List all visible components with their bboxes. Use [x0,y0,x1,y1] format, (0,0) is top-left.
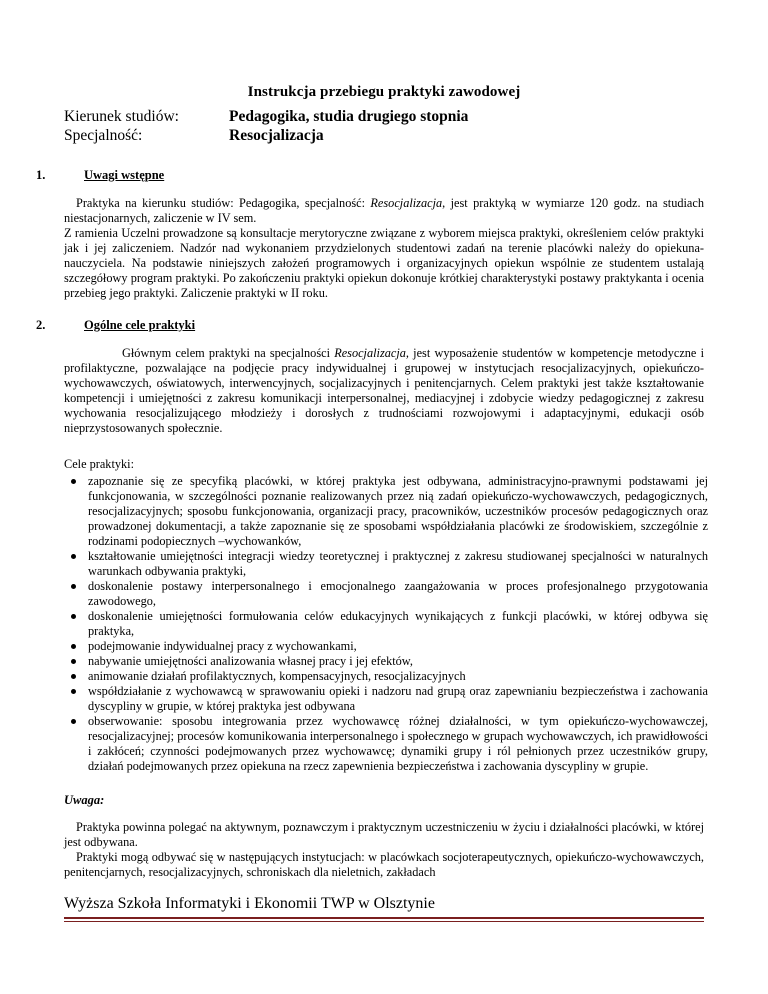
field-of-study-label: Kierunek studiów: [64,108,179,125]
bullet-icon [71,554,76,559]
section-2-paragraph: Głównym celem praktyki na specjalności Resocjalizacja, jest wyposażenie studentów w kompetencje metodyczne i profilaktyczne, pozwalające na podjęcie pracy indywidualnej i grupowej w instytucjach resocjalizacyjnych, opiekuńczo-wychowawczych, oświatowych, interwencyjnych, socjalizacyjnych i penitencjarnych. Celem praktyki jest także kształtowanie kompetencji i umiejętności z zakresu komunikacji interpersonalnej, mediacyjnej i zdobycie wiedzy pedagogicznej z zakresu wychowania resocjalizującego młodzieży i dorosłych z trudnościami rozwojowymi i adaptacyjnymi, edukacji osób nieprzystosowanych społecznie. [64,346,704,435]
bullet-icon [71,689,76,694]
list-item: podejmowanie indywidualnej pracy z wychowankami, [64,639,708,654]
list-item: zapoznanie się ze specyfiką placówki, w której praktyka jest odbywana, administracyjno-prawnymi podstawami jej funkcjonowania, w szczególności poznanie realizowanych przez nią zadań opiekuńczo-wychowawczych, pedagogicznych, resocjalizacyjnych; sposobu funkcjonowania, organizacji pracy, pracowników, uczestników procesów pedagogicznych oraz prowadzonej dokumentacji, a także zapoznanie się ze sposobami współdziałania placówki ze środowiskiem, szczególnie z rodzinami podopiecznych –wychowanków, [64,474,708,549]
list-item: kształtowanie umiejętności integracji wiedzy teoretycznej i praktycznej z zakresu studiowanej specjalności w naturalnych warunkach odbywania praktyki, [64,549,708,579]
note-heading: Uwaga: [64,793,105,807]
section-1-paragraph-1: Praktyka na kierunku studiów: Pedagogika, specjalność: Resocjalizacja, jest praktyką w wymiarze 120 godz. na studiach niestacjonarnych, zaliczenie w IV sem. [64,196,704,225]
section-2-heading [36,318,195,333]
specialty-value: Resocjalizacja [229,127,324,144]
section-2-number: 2. [36,318,46,332]
section-1-title: Uwagi wstępne [84,168,165,182]
list-item: obserwowanie: sposobu integrowania przez wychowawcę różnej działalności, w tym opiekuńczo-wychowawczej, resocjalizacyjnej; procesów komunikowania interpersonalnego i społecznego w grupach wychowawczych, ich prawidłowości i zakłóceń; czynności podejmowanych przez wychowawcę; dynamiki grupy i ról pełnionych przez uczestników grupy, działań podejmowanych przez opiekuna na rzecz zapewnienia bezpieczeństwa i zachowania dyscypliny w grupie. [64,714,708,774]
bullet-icon [71,719,76,724]
list-item: nabywanie umiejętności analizowania własnej pracy i jej efektów, [64,654,708,669]
bullet-icon [71,659,76,664]
note-paragraph-2: Praktyki mogą odbywać się w następujących instytucjach: w placówkach socjoterapeutycznych, opiekuńczo-wychowawczych, penitencjarnych, resocjalizacyjnych, schroniskach dla nieletnich, zakładach [64,850,704,879]
specialty-label: Specjalność: [64,127,143,144]
goals-list [64,474,708,774]
list-item: współdziałanie z wychowawcą w sprawowaniu opieki i nadzoru nad grupą oraz zapewnianiu bezpieczeństwa i zachowania dyscypliny w grupie, w której praktyka jest odbywana [64,684,708,714]
bullet-icon [71,674,76,679]
page-footer: Wyższa Szkoła Informatyki i Ekonomii TWP w Olsztynie [64,895,435,912]
document-title: Instrukcja przebiegu praktyki zawodowej [247,84,521,100]
section-1-number: 1. [36,168,46,182]
note-body [64,820,704,880]
note-paragraph-1: Praktyka powinna polegać na aktywnym, poznawczym i praktycznym uczestniczeniu w życiu i działalności placówki, w której jest odbywana. [64,820,704,849]
list-item: doskonalenie umiejętności formułowania celów edukacyjnych wynikających z funkcji placówki, w której odbywa się praktyka, [64,609,708,639]
field-of-study-value: Pedagogika, studia drugiego stopnia [229,108,469,125]
list-item: doskonalenie postawy interpersonalnego i emocjonalnego zaangażowania w proces profesjonalnego przygotowania zawodowego, [64,579,708,609]
section-2-body [64,346,704,436]
bullet-icon [71,644,76,649]
footer-divider [64,917,704,919]
bullet-icon [71,479,76,484]
list-item: animowanie działań profilaktycznych, kompensacyjnych, resocjalizacyjnych [64,669,708,684]
section-1-heading [36,168,164,183]
footer-divider-thin [64,921,704,922]
section-1-body [64,196,704,301]
section-1-paragraph-2: Z ramienia Uczelni prowadzone są konsultacje merytoryczne związane z wyborem miejsca praktyki, określeniem celów praktyki jak i jej zaliczeniem. Nadzór nad wykonaniem przydzielonych studentowi zadań na terenie placówki należy do opiekuna-nauczyciela. Na podstawie niniejszych założeń programowych i organizacyjnych opiekun wspólnie ze studentem ustalają szczegółowy program praktyki. Po zakończeniu praktyki opiekun dokonuje krótkiej charakterystyki postawy praktykanta i ocenia przebieg jego praktyki. Zaliczenie praktyki w II roku. [64,226,704,300]
goals-heading: Cele praktyki: [64,457,135,471]
section-2-title: Ogólne cele praktyki [84,318,196,332]
bullet-icon [71,584,76,589]
bullet-icon [71,614,76,619]
